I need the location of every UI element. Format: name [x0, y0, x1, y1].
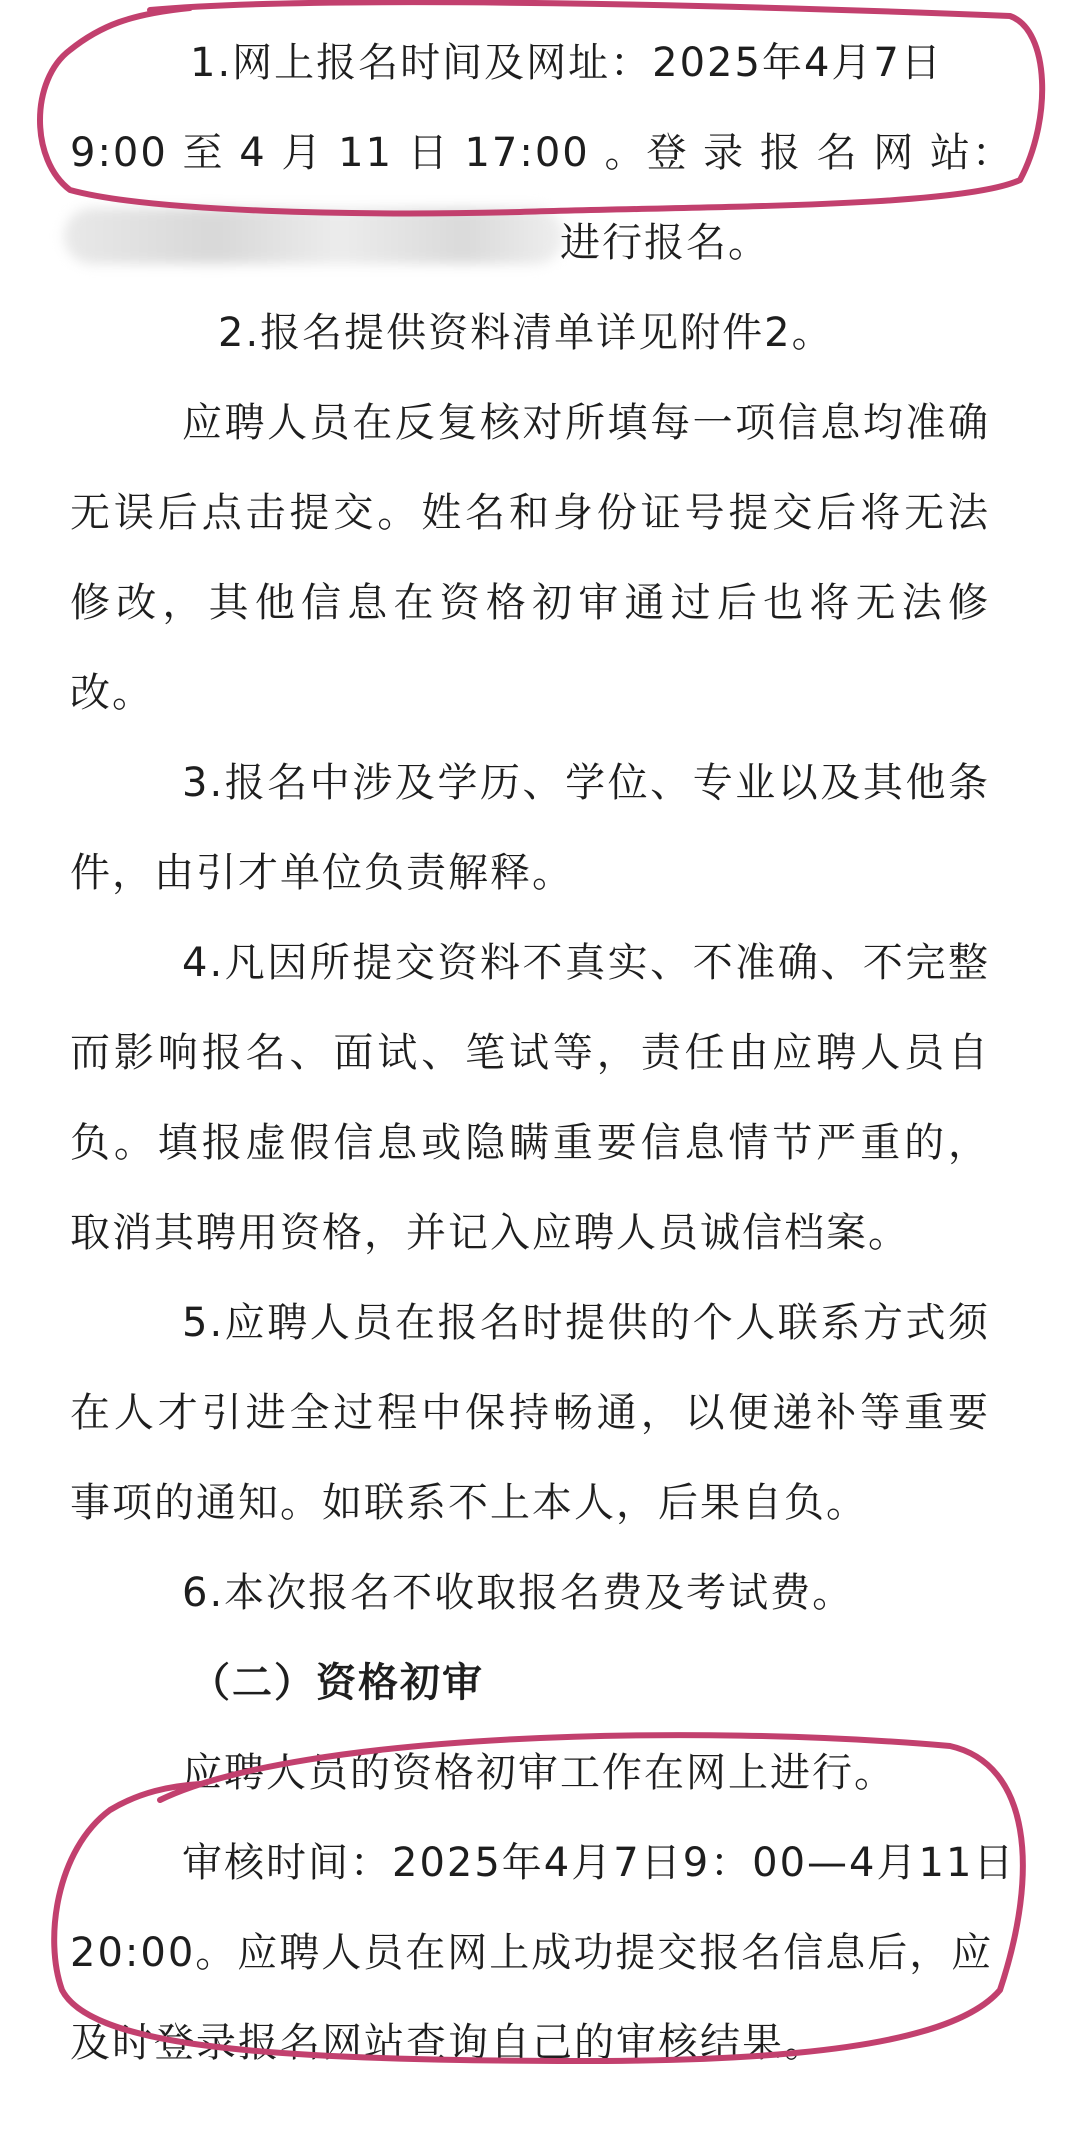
text-line: 3.报名中涉及学历、学位、专业以及其他条 — [182, 760, 990, 806]
text-line: 件，由引才单位负责解释。 — [70, 850, 574, 896]
text-line: 审核时间：2025年4月7日9：00—4月11日 — [182, 1840, 1016, 1886]
text-line: 5.应聘人员在报名时提供的个人联系方式须 — [182, 1300, 990, 1346]
text-line: 改。 — [70, 670, 154, 716]
redacted-url — [64, 208, 564, 264]
text-line: 6.本次报名不收取报名费及考试费。 — [182, 1570, 855, 1616]
text-line: 事项的通知。如联系不上本人，后果自负。 — [70, 1480, 868, 1526]
text-line: 1.网上报名时间及网址：2025年4月7日 — [190, 40, 943, 86]
text-line: 修改，其他信息在资格初审通过后也将无法修 — [70, 580, 990, 626]
text-line: 9:00 至 4 月 11 日 17:00 。登 录 报 名 网 站： — [70, 130, 1015, 176]
text-line: 在人才引进全过程中保持畅通，以便递补等重要 — [70, 1390, 990, 1436]
text-line: 2.报名提供资料清单详见附件2。 — [218, 310, 834, 356]
text-line: 20:00。应聘人员在网上成功提交报名信息后，应 — [70, 1930, 994, 1976]
section-heading: （二）资格初审 — [190, 1660, 484, 1706]
text-line: 进行报名。 — [560, 220, 770, 266]
text-line: 应聘人员在反复核对所填每一项信息均准确 — [182, 400, 990, 446]
text-line: 4.凡因所提交资料不真实、不准确、不完整 — [182, 940, 990, 986]
text-line: 负。填报虚假信息或隐瞒重要信息情节严重的， — [70, 1120, 990, 1166]
text-line: 无误后点击提交。姓名和身份证号提交后将无法 — [70, 490, 990, 536]
text-line: 应聘人员的资格初审工作在网上进行。 — [182, 1750, 896, 1796]
text-line: 而影响报名、面试、笔试等，责任由应聘人员自 — [70, 1030, 990, 1076]
text-line: 及时登录报名网站查询自己的审核结果。 — [70, 2020, 826, 2066]
text-line: 取消其聘用资格，并记入应聘人员诚信档案。 — [70, 1210, 910, 1256]
